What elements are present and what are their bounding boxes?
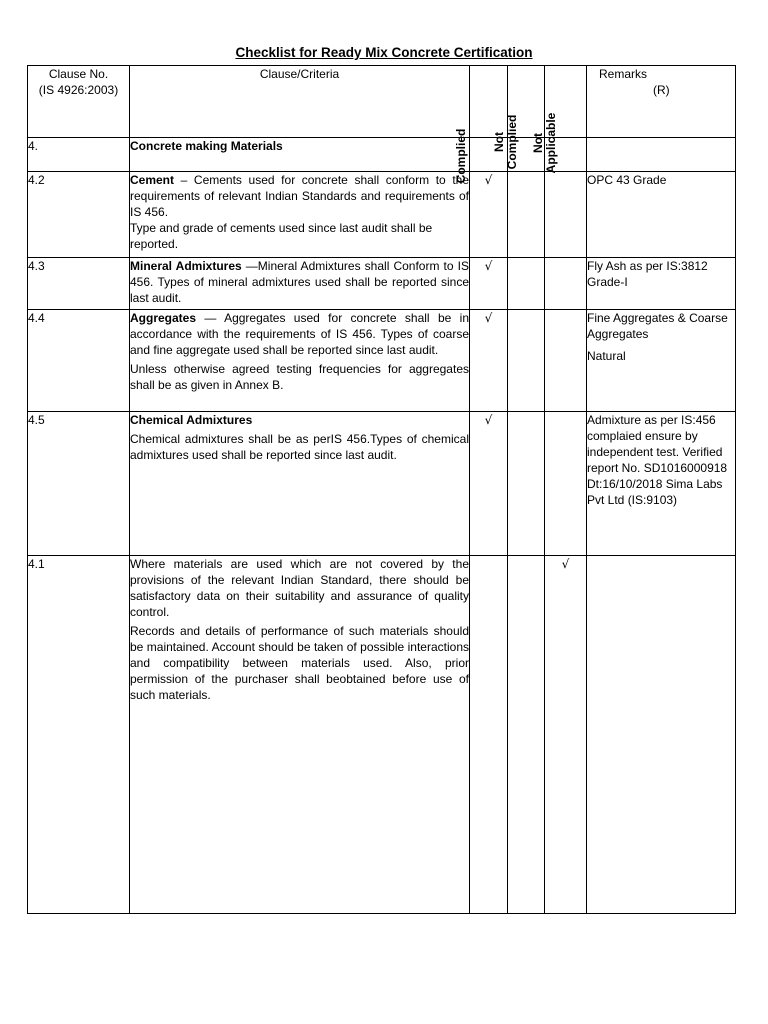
document-title: Checklist for Ready Mix Concrete Certification [235, 45, 533, 60]
header-remarks-label: Remarks [599, 67, 648, 81]
criteria-text: Unless otherwise agreed testing frequencies for aggregates shall be as given in Annex B. [130, 362, 469, 392]
criteria-text: Records and details of performance of such materials should be maintained. Account should be taken of possible interactions and compatibility between materials used. Also, prior permission of the purchaser shall beobtained before use of such materials. [130, 624, 469, 702]
remarks-cell [587, 172, 736, 258]
not-complied-cell [508, 412, 545, 556]
remarks-cell [587, 556, 736, 914]
table-row [28, 310, 736, 412]
clause-number: 4.2 [28, 172, 130, 258]
clause-number: 4. [28, 138, 130, 172]
table-row [28, 258, 736, 310]
remarks-cell [587, 412, 736, 556]
criteria-text: —Mineral Admixtures shall Conform to IS 456. Types of mineral admixtures used shall be reported since last audit. [130, 259, 469, 305]
header-not-complied-label-1: Not [492, 132, 506, 152]
remarks-text: OPC 43 Grade [587, 173, 667, 187]
criteria-text: Where materials are used which are not covered by the provisions of the relevant Indian Standard, there should be satisfactory data on their suitability and assurance of quality control. [130, 557, 469, 619]
header-complied-label: Complied [453, 128, 468, 184]
criteria-heading: Cement [130, 173, 175, 187]
criteria-cell [130, 138, 470, 172]
not-applicable-cell [545, 172, 587, 258]
complied-cell [470, 556, 508, 914]
criteria-text: — Aggregates used for concrete shall be in accordance with the requirements of IS 456. Types of coarse and fine aggregate used shall be reported since last audit. [130, 311, 469, 357]
header-remarks [587, 66, 736, 138]
header-not-complied-label-2: Complied [505, 114, 519, 170]
criteria-cell [130, 412, 470, 556]
remarks-text: Natural [587, 349, 626, 363]
not-applicable-cell [545, 310, 587, 412]
table-row [28, 556, 736, 914]
complied-cell: √ [470, 172, 508, 258]
table-row [28, 412, 736, 556]
not-complied-cell [508, 258, 545, 310]
table-row [28, 172, 736, 258]
not-complied-cell [508, 556, 545, 914]
criteria-text: Chemical admixtures shall be as perIS 456.Types of chemical admixtures used shall be reported since last audit. [130, 432, 469, 462]
complied-cell: √ [470, 258, 508, 310]
clause-number: 4.4 [28, 310, 130, 412]
criteria-heading: Concrete making Materials [130, 139, 283, 153]
not-applicable-cell [545, 258, 587, 310]
criteria-cell [130, 172, 470, 258]
remarks-cell [587, 138, 736, 172]
remarks-text: Fine Aggregates & Coarse Aggregates [587, 311, 728, 341]
criteria-heading: Aggregates [130, 311, 197, 325]
criteria-text: Type and grade of cements used since last audit shall be reported. [130, 221, 433, 251]
checklist-table [27, 65, 736, 914]
header-not-applicable [530, 66, 587, 174]
clause-number: 4.1 [28, 556, 130, 914]
not-complied-cell [508, 310, 545, 412]
remarks-text: Admixture as per IS:456 complaied ensure by independent test. Verified report No. SD1016000918 Dt:16/10/2018 Sima Labs Pvt Ltd (IS:9103) [587, 413, 728, 507]
criteria-cell [130, 310, 470, 412]
header-standard-label: (IS 4926:2003) [38, 83, 119, 97]
criteria-heading: Chemical Admixtures [130, 413, 253, 427]
criteria-text: – Cements used for concrete shall conform to the requirements of relevant Indian Standards and requirements of IS 456. [130, 173, 469, 219]
complied-cell: √ [470, 412, 508, 556]
complied-cell: √ [470, 310, 508, 412]
not-applicable-cell [545, 412, 587, 556]
criteria-cell [130, 556, 470, 914]
criteria-heading: Mineral Admixtures [130, 259, 242, 273]
header-clause-no [28, 66, 130, 138]
remarks-cell [587, 258, 736, 310]
remarks-cell [587, 310, 736, 412]
table-row [28, 138, 736, 172]
header-remarks-code: (R) [653, 83, 670, 97]
clause-number: 4.5 [28, 412, 130, 556]
remarks-text: Fly Ash as per IS:3812 Grade-I [587, 259, 708, 289]
header-row [28, 66, 736, 138]
not-applicable-cell: √ [545, 556, 587, 914]
not-complied-cell [508, 172, 545, 258]
clause-number: 4.3 [28, 258, 130, 310]
header-criteria: Clause/Criteria [130, 66, 470, 138]
criteria-cell [130, 258, 470, 310]
header-clause-no-label: Clause No. [48, 67, 109, 81]
header-not-applicable-label-1: Not [530, 133, 545, 153]
header-not-applicable-label-2: Applicable [543, 112, 558, 174]
